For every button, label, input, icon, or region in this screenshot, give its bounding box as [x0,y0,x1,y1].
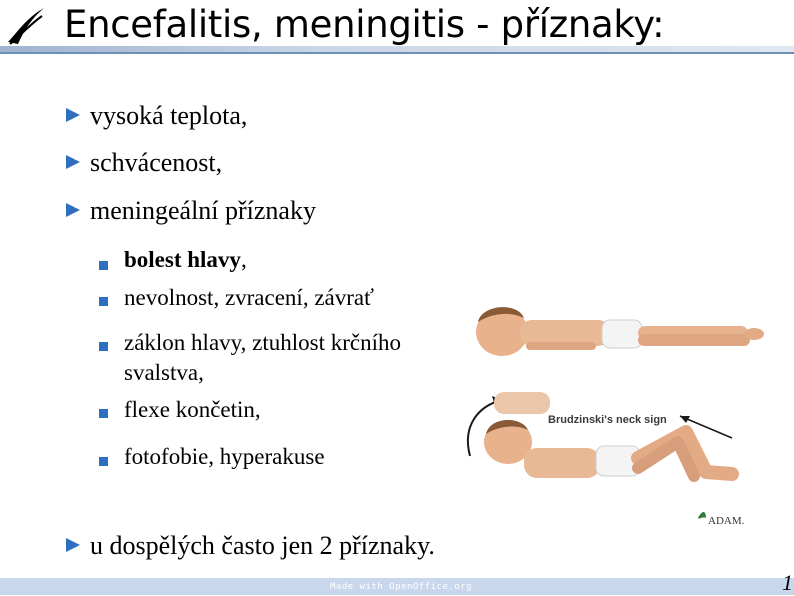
adam-leaf-icon [698,512,706,519]
sub-bullet-text: flexe končetin, [124,397,261,422]
triangle-bullet-icon [66,108,80,122]
sub-bullet-text [124,246,247,273]
triangle-bullet-icon [66,155,80,169]
sub-bullet-rest: , [240,247,247,272]
bullet-text: u dospělých často jen 2 příznaky. [90,531,435,560]
lying-child-figure [476,307,764,356]
bullet-text: schvácenost, [90,148,223,177]
square-bullet-icon [99,261,108,270]
sub-bullet-text: záklon hlavy, ztuhlost krčního [124,330,401,355]
bullet-text: vysoká teplota, [90,101,248,130]
sub-bullet-bold: bolest hlavy [124,247,241,272]
triangle-bullet-icon [66,538,80,552]
adam-logo: ADAM. [708,515,745,527]
illustration-caption: Brudzinski's neck sign [548,414,667,426]
square-bullet-icon [99,342,108,351]
square-bullet-icon [99,297,108,306]
page-number: 1 [782,570,793,595]
openoffice-gull-icon [4,4,48,48]
slide-title: Encefalitis, meningitis - příznaky: [64,3,665,46]
sub-bullet-text: fotofobie, hyperakuse [124,444,325,469]
flexed-child-figure [468,392,732,478]
title-underline-dark [0,52,794,54]
square-bullet-icon [99,409,108,418]
square-bullet-icon [99,457,108,466]
bullet-text: meningeální příznaky [90,196,316,225]
triangle-bullet-icon [66,203,80,217]
brudzinski-illustration [462,296,772,536]
footer-text: Made with OpenOffice.org [330,582,473,592]
sub-bullet-text: nevolnost, zvracení, závrať [124,285,374,310]
sub-bullet-text-cont: svalstva, [124,360,204,385]
